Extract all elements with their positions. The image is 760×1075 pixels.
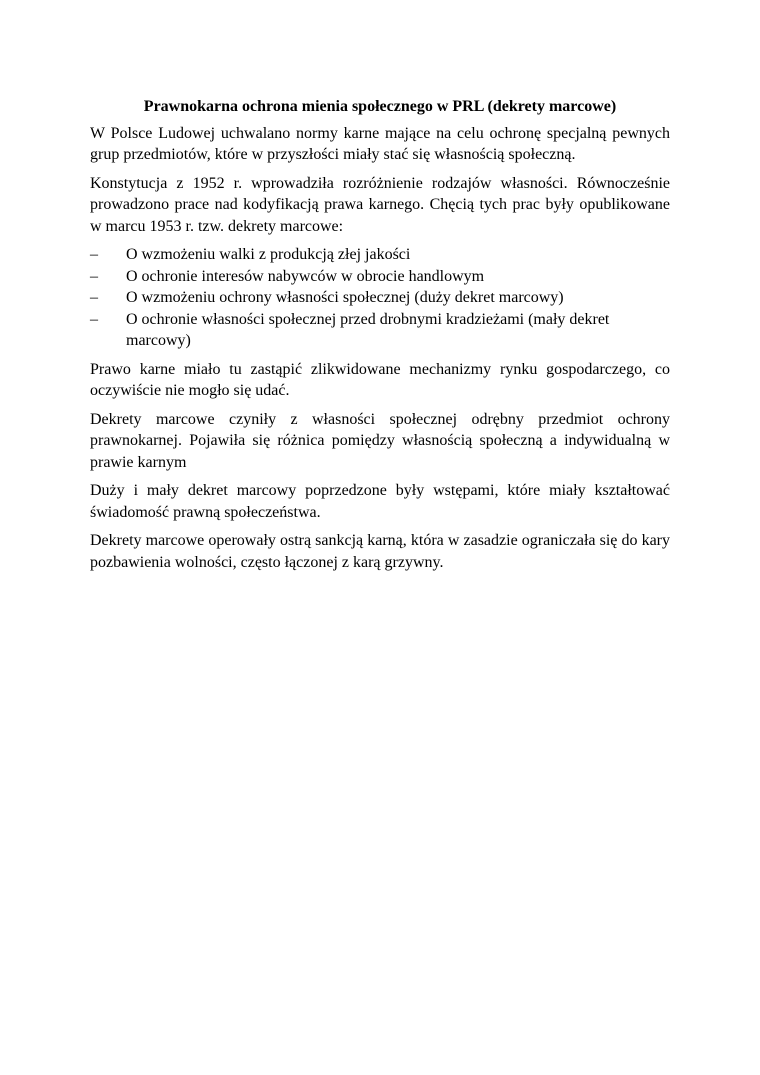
list-item-text: O wzmożeniu ochrony własności społecznej (duży dekret marcowy) [126, 289, 564, 306]
list-item [90, 244, 670, 266]
list-item-text: O ochronie interesów nabywców w obrocie handlowym [126, 267, 485, 285]
list-item [90, 287, 670, 309]
document-title: Prawnokarna ochrona mienia społecznego w PRL (dekrety marcowe) [143, 98, 617, 115]
list-item [90, 266, 670, 288]
paragraph-constitution: Konstytucja z 1952 r. wprowadziła rozróżnienie rodzajów własności. Równocześnie prowadzono prace nad kodyfikacją prawa karnego. Chęcią tych prac były opublikowane w marcu 1953 r. tzw. dekrety marcowe: [90, 174, 670, 235]
list-dash: – [90, 310, 98, 328]
paragraph-criminal-law: Prawo karne miało tu zastąpić zlikwidowane mechanizmy rynku gospodarczego, co oczywiście nie mogło się udać. [90, 360, 670, 399]
document-body [90, 96, 670, 580]
decrees-list [90, 244, 670, 352]
list-item-text: O wzmożeniu walki z produkcją złej jakości [126, 246, 411, 263]
list-dash: – [90, 289, 98, 306]
list-item [90, 309, 670, 352]
paragraph-preambles: Duży i mały dekret marcowy poprzedzone były wstępami, które miały kształtować świadomość prawną społeczeństwa. [90, 482, 670, 521]
paragraph-sanctions: Dekrety marcowe operowały ostrą sankcją karną, która w zasadzie ograniczała się do kary pozbawienia wolności, często łączonej z karą grzywny. [90, 532, 670, 571]
paragraph-separate-object: Dekrety marcowe czyniły z własności społecznej odrębny przedmiot ochrony prawnokarnej. Pojawiła się różnica pomiędzy własnością społeczną a indywidualną w prawie karnym [90, 410, 670, 471]
paragraph-intro: W Polsce Ludowej uchwalano normy karne mające na celu ochronę specjalną pewnych grup przedmiotów, które w przyszłości miały stać się własnością społeczną. [90, 124, 670, 163]
list-dash: – [90, 246, 98, 263]
list-item-text: O ochronie własności społecznej przed drobnymi kradzieżami (mały dekret marcowy) [126, 310, 610, 349]
list-dash: – [90, 267, 98, 285]
